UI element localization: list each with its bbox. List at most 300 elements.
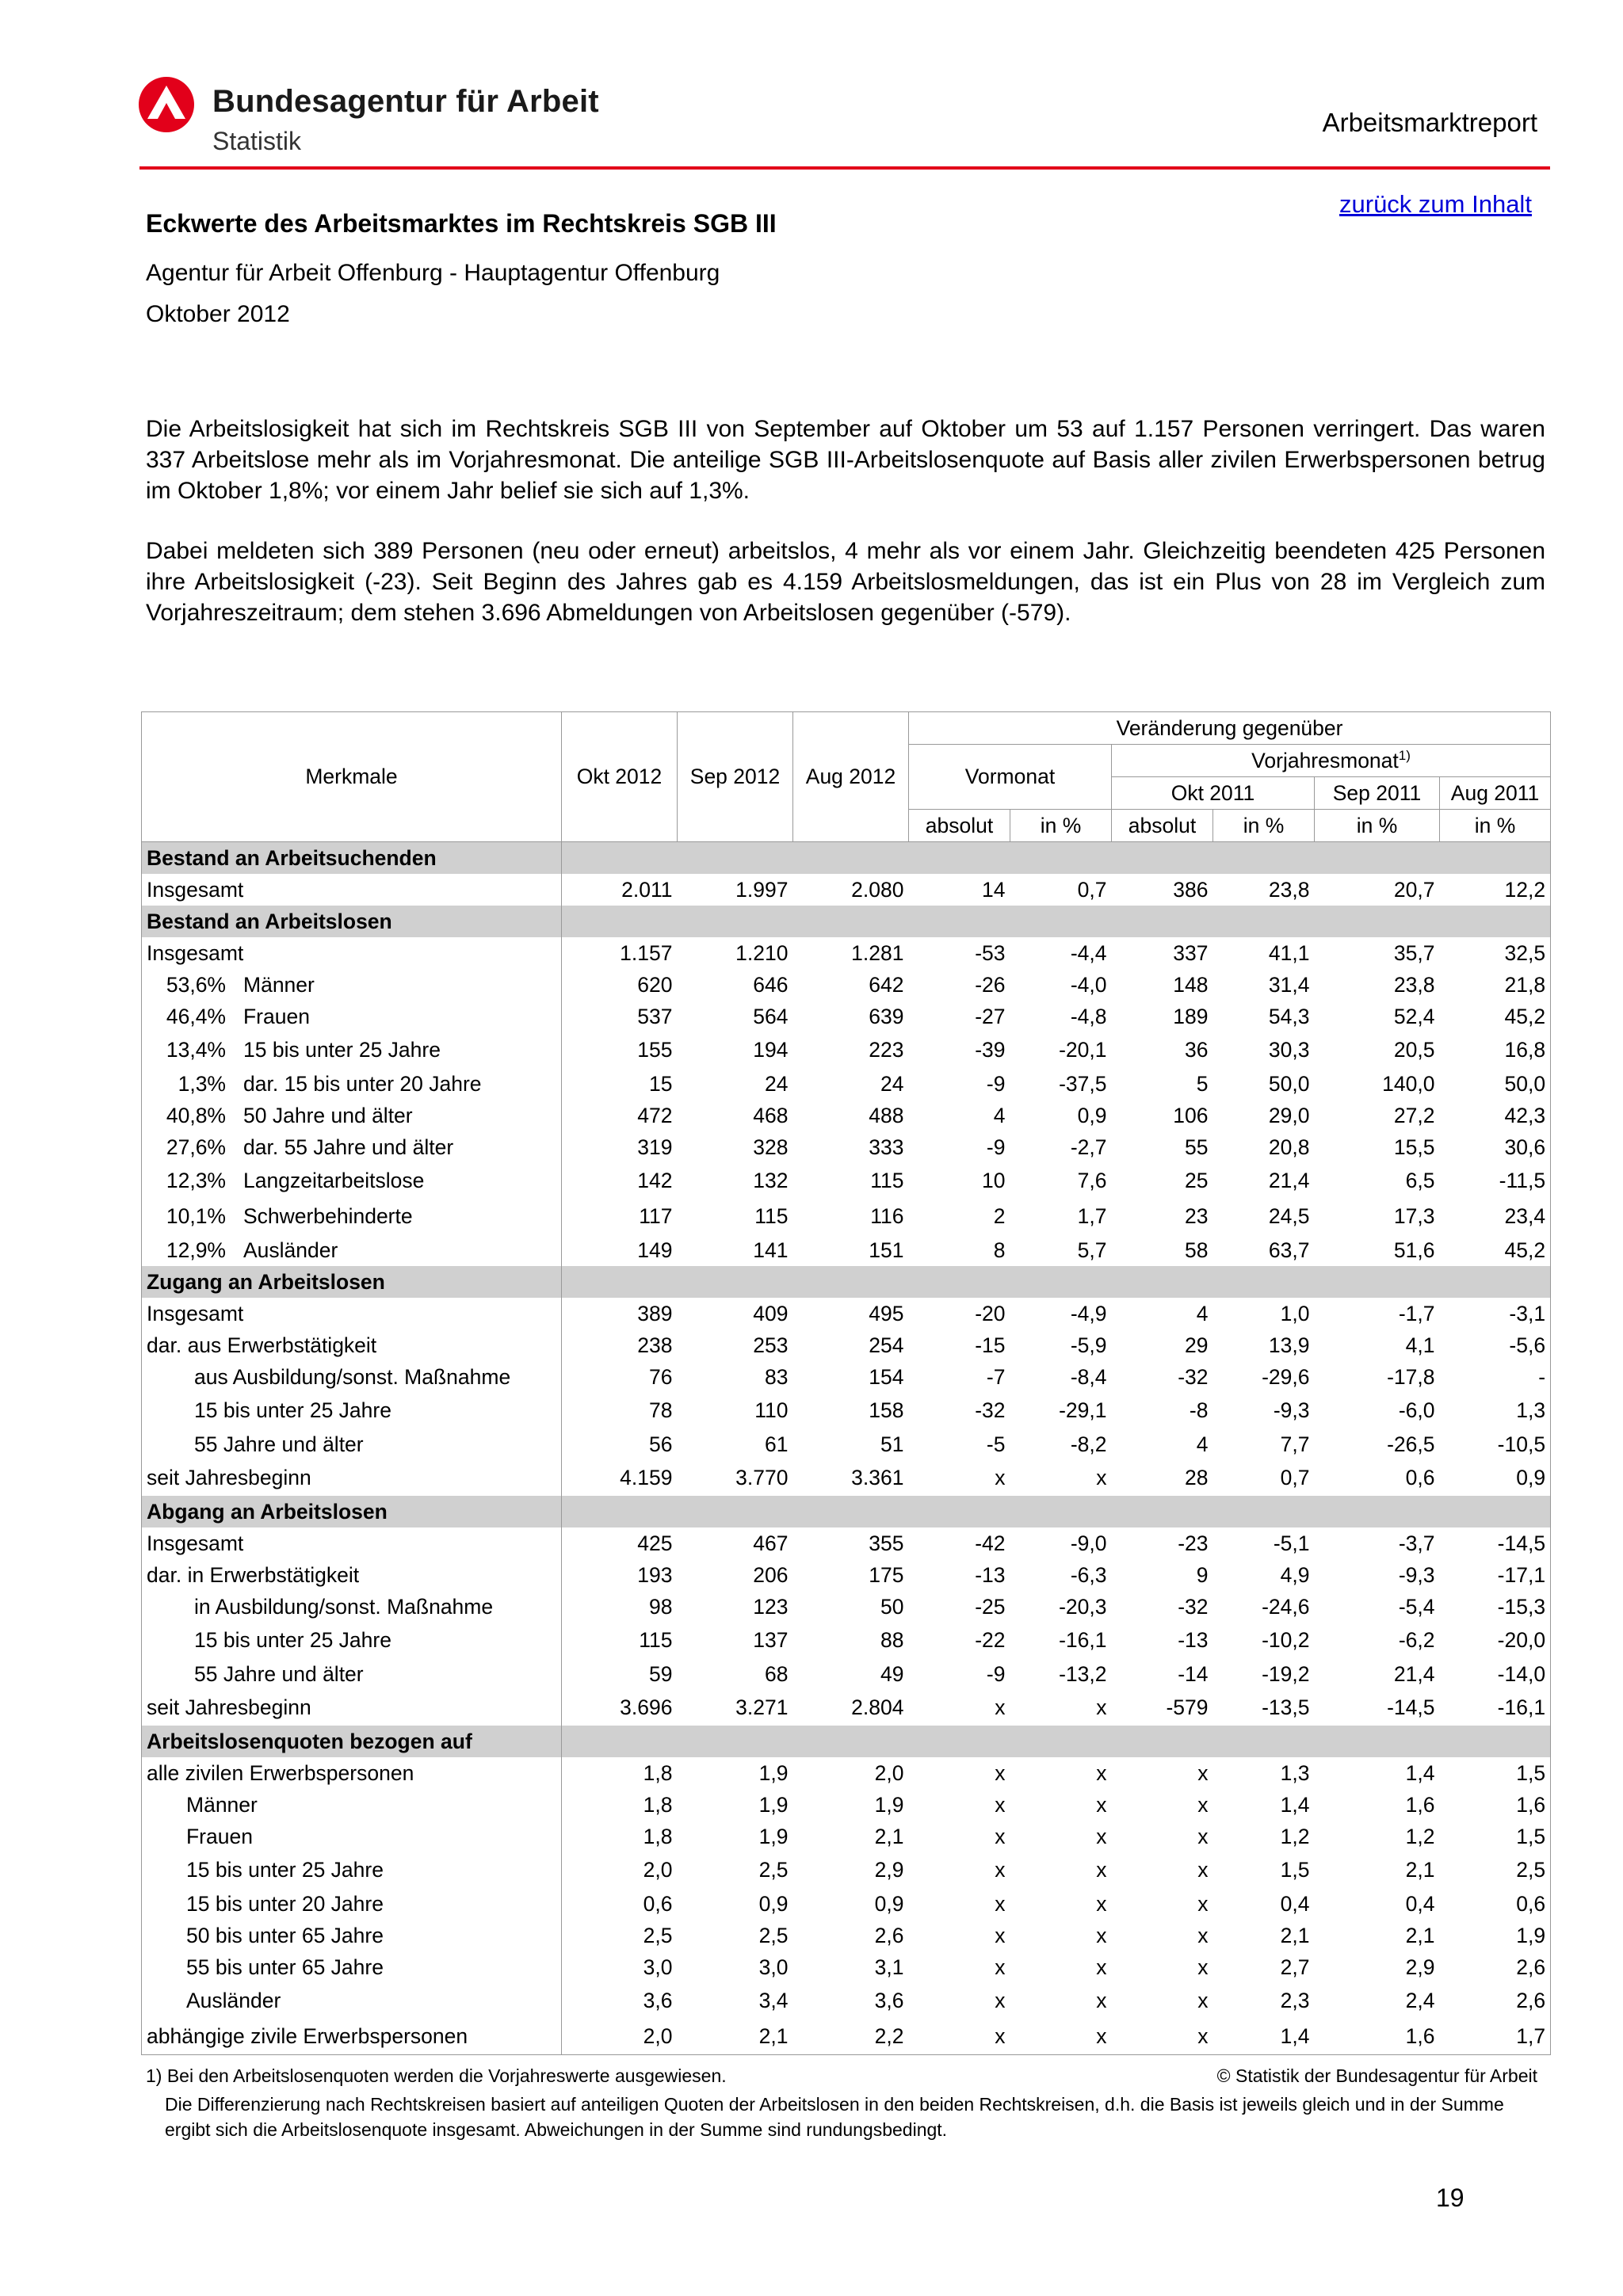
table-cell: 0,4 bbox=[1405, 1891, 1435, 1916]
table-cell: 140,0 bbox=[1382, 1071, 1435, 1096]
table-cell: 23,8 bbox=[1268, 877, 1310, 902]
table-cell: 194 bbox=[753, 1038, 789, 1062]
table-cell: 389 bbox=[637, 1301, 673, 1325]
table-cell: -10,2 bbox=[1262, 1628, 1310, 1652]
row-label bbox=[142, 1329, 562, 1361]
table-row bbox=[142, 874, 1551, 906]
table-cell: 2,7 bbox=[1280, 1955, 1310, 1979]
table-cell: 78 bbox=[649, 1398, 673, 1422]
table-row bbox=[142, 1329, 1551, 1361]
col-aug-2012: Aug 2012 bbox=[793, 712, 909, 842]
table-cell: 106 bbox=[1173, 1103, 1209, 1127]
table-cell: 1,7 bbox=[1077, 1204, 1107, 1228]
table-cell: -5,6 bbox=[1440, 1329, 1551, 1361]
row-label-text: seit Jahresbeginn bbox=[147, 1466, 311, 1489]
table-cell: x bbox=[1096, 1760, 1107, 1785]
row-label bbox=[142, 1001, 562, 1032]
table-cell: 386 bbox=[1173, 877, 1209, 902]
table-cell: 3,1 bbox=[874, 1955, 904, 1979]
table-cell: -24,6 bbox=[1262, 1594, 1310, 1619]
table-cell: 132 bbox=[753, 1169, 789, 1192]
col-vm-pct: in % bbox=[1010, 810, 1112, 842]
table-cell: 1,9 bbox=[1440, 1920, 1551, 1951]
table-cell: -29,6 bbox=[1262, 1364, 1310, 1389]
table-row bbox=[142, 1163, 1551, 1199]
table-cell: -16,1 bbox=[1059, 1628, 1107, 1652]
row-label bbox=[142, 1658, 562, 1690]
table-cell: 21,8 bbox=[1440, 969, 1551, 1001]
table-row bbox=[142, 1951, 1551, 1983]
row-label bbox=[142, 1393, 562, 1428]
table-cell: 3,6 bbox=[874, 1989, 904, 2012]
table-cell: 2.080 bbox=[851, 877, 904, 902]
row-share: 1,3% bbox=[178, 1071, 226, 1096]
table-cell: 5 bbox=[1196, 1071, 1209, 1096]
table-cell: -32 bbox=[1178, 1594, 1209, 1619]
table-cell: 51,6 bbox=[1393, 1238, 1435, 1262]
table-cell: 3.696 bbox=[620, 1695, 673, 1719]
table-cell: 28 bbox=[1185, 1466, 1209, 1489]
table-cell: 61 bbox=[765, 1432, 789, 1456]
section-label: Arbeitslosenquoten bezogen auf bbox=[142, 1726, 562, 1757]
table-cell: 1,2 bbox=[1280, 1824, 1310, 1848]
table-cell: 98 bbox=[649, 1594, 673, 1619]
row-share: 53,6% bbox=[166, 972, 226, 997]
table-row bbox=[142, 1428, 1551, 1460]
table-cell: 52,4 bbox=[1393, 1004, 1435, 1028]
row-label-text: 15 bis unter 25 Jahre bbox=[194, 1628, 391, 1652]
row-label-text: Schwerbehinderte bbox=[243, 1204, 413, 1228]
table-cell: 12,2 bbox=[1440, 874, 1551, 906]
row-label-text: in Ausbildung/sonst. Maßnahme bbox=[194, 1594, 494, 1619]
section-fill bbox=[562, 1726, 1551, 1757]
row-label-text: 55 bis unter 65 Jahre bbox=[186, 1955, 384, 1979]
table-row bbox=[142, 937, 1551, 969]
table-cell: 537 bbox=[637, 1004, 673, 1028]
table-cell: 23,8 bbox=[1393, 972, 1435, 997]
table-cell: 2.011 bbox=[621, 877, 673, 902]
table-cell: -8 bbox=[1189, 1398, 1209, 1422]
table-cell: -4,8 bbox=[1070, 1004, 1107, 1028]
table-cell: -14,5 bbox=[1387, 1695, 1435, 1719]
table-cell: 0,9 bbox=[1077, 1103, 1107, 1127]
table-cell: 35,7 bbox=[1393, 940, 1435, 965]
row-share: 46,4% bbox=[166, 1004, 226, 1028]
table-cell: 2,1 bbox=[1405, 1923, 1435, 1947]
table-cell: -22 bbox=[975, 1628, 1006, 1652]
org-name: Bundesagentur für Arbeit bbox=[212, 84, 599, 119]
section-label: Abgang an Arbeitslosen bbox=[142, 1496, 562, 1527]
table-cell: 3.271 bbox=[735, 1695, 789, 1719]
table-row bbox=[142, 1658, 1551, 1690]
row-label bbox=[142, 1361, 562, 1393]
table-cell: -13,5 bbox=[1262, 1695, 1310, 1719]
row-label bbox=[142, 1460, 562, 1496]
table-cell: 2,2 bbox=[793, 2019, 909, 2055]
report-name: Arbeitsmarktreport bbox=[1322, 108, 1537, 137]
table-cell: 2,0 bbox=[643, 1858, 673, 1882]
table-row bbox=[142, 1690, 1551, 1726]
row-label bbox=[142, 1789, 562, 1821]
table-cell: 141 bbox=[753, 1238, 789, 1262]
table-cell: 6,5 bbox=[1405, 1169, 1435, 1192]
table-cell: 151 bbox=[869, 1238, 904, 1262]
table-cell: x bbox=[1096, 1923, 1107, 1947]
table-cell: -42 bbox=[975, 1531, 1006, 1555]
table-cell: 88 bbox=[880, 1628, 904, 1652]
row-label-text: Insgesamt bbox=[147, 1301, 244, 1325]
row-label bbox=[142, 1068, 562, 1100]
table-cell: 149 bbox=[637, 1238, 673, 1262]
table-row bbox=[142, 1460, 1551, 1496]
table-cell: 30,6 bbox=[1440, 1131, 1551, 1163]
table-cell: 0,4 bbox=[1280, 1891, 1310, 1916]
table-cell: 2,9 bbox=[1405, 1955, 1435, 1979]
table-cell: 3,0 bbox=[643, 1955, 673, 1979]
table-cell: x bbox=[995, 1824, 1006, 1848]
table-cell: 4.159 bbox=[620, 1466, 673, 1489]
table-cell: -15,3 bbox=[1440, 1591, 1551, 1623]
section-label: Zugang an Arbeitslosen bbox=[142, 1266, 562, 1298]
row-label-text: Ausländer bbox=[243, 1238, 338, 1262]
table-cell: 158 bbox=[869, 1398, 904, 1422]
table-row bbox=[142, 1068, 1551, 1100]
table-cell: 41,1 bbox=[1268, 940, 1310, 965]
table-cell: 1,0 bbox=[1280, 1301, 1310, 1325]
table-cell: -8,4 bbox=[1070, 1364, 1107, 1389]
row-label bbox=[142, 1821, 562, 1852]
table-cell: 253 bbox=[753, 1333, 789, 1357]
page-number: 19 bbox=[1436, 2183, 1465, 2212]
table-cell: 49 bbox=[880, 1661, 904, 1686]
row-label-text: 15 bis unter 20 Jahre bbox=[186, 1891, 384, 1916]
table-cell: 58 bbox=[1185, 1238, 1209, 1262]
row-label bbox=[142, 1298, 562, 1329]
table-cell: 467 bbox=[753, 1531, 789, 1555]
table-cell: 0,9 bbox=[1440, 1460, 1551, 1496]
table-cell: -20,1 bbox=[1059, 1038, 1107, 1062]
table-cell: x bbox=[995, 1989, 1006, 2012]
table-cell: -579 bbox=[1166, 1695, 1209, 1719]
table-cell: 20,7 bbox=[1393, 877, 1435, 902]
table-cell: -15 bbox=[975, 1333, 1006, 1357]
row-label bbox=[142, 1852, 562, 1888]
table-cell: 29,0 bbox=[1268, 1103, 1310, 1127]
table-cell: 2,6 bbox=[874, 1923, 904, 1947]
table-cell: -7 bbox=[986, 1364, 1006, 1389]
table-cell: 1,6 bbox=[1440, 1789, 1551, 1821]
row-label bbox=[142, 1690, 562, 1726]
table-cell: 10 bbox=[982, 1169, 1006, 1192]
section-header-row bbox=[142, 1726, 1551, 1757]
table-cell: -20 bbox=[975, 1301, 1006, 1325]
footnote-marker: 1) bbox=[1398, 748, 1411, 764]
table-cell: 115 bbox=[870, 1169, 904, 1192]
table-cell: 142 bbox=[637, 1169, 673, 1192]
table-cell: -3,1 bbox=[1440, 1298, 1551, 1329]
table-cell: 1,9 bbox=[758, 1760, 789, 1785]
table-cell: 1,2 bbox=[1405, 1824, 1435, 1848]
table-cell: x bbox=[1197, 1760, 1209, 1785]
col-group-vormonat: Vormonat bbox=[909, 745, 1112, 810]
table-cell: -9 bbox=[986, 1071, 1006, 1096]
table-cell: x bbox=[995, 1466, 1006, 1489]
row-label-text: Insgesamt bbox=[147, 940, 244, 965]
table-cell: -9 bbox=[986, 1661, 1006, 1686]
row-label-text: dar. 55 Jahre und älter bbox=[243, 1135, 454, 1159]
row-share: 40,8% bbox=[166, 1103, 226, 1127]
table-cell: -17,8 bbox=[1387, 1364, 1435, 1389]
row-label-text: 55 Jahre und älter bbox=[194, 1661, 364, 1686]
table-cell: 206 bbox=[753, 1562, 789, 1587]
col-okt-2012: Okt 2012 bbox=[562, 712, 678, 842]
table-cell: x bbox=[1096, 1989, 1107, 2012]
section-fill bbox=[562, 1266, 1551, 1298]
table-cell: 2,1 bbox=[1280, 1923, 1310, 1947]
table-cell: 115 bbox=[639, 1628, 673, 1652]
ba-logo-icon bbox=[138, 76, 195, 133]
table-cell: -13,2 bbox=[1059, 1661, 1107, 1686]
table-cell: -10,5 bbox=[1440, 1428, 1551, 1460]
table-cell: -19,2 bbox=[1262, 1661, 1310, 1686]
table-cell: -53 bbox=[975, 940, 1006, 965]
table-cell: 1,8 bbox=[643, 1792, 673, 1817]
row-label bbox=[142, 1888, 562, 1920]
table-row bbox=[142, 1757, 1551, 1789]
table-cell: -39 bbox=[975, 1038, 1006, 1062]
row-label bbox=[142, 1757, 562, 1789]
table-cell: -17,1 bbox=[1440, 1559, 1551, 1591]
col-okt-2011: Okt 2011 bbox=[1112, 777, 1315, 810]
table-cell: 1,4 bbox=[1280, 1792, 1310, 1817]
table-cell: 7,6 bbox=[1077, 1169, 1107, 1192]
table-cell: 2 bbox=[993, 1204, 1006, 1228]
table-row bbox=[142, 1100, 1551, 1131]
table-cell: 1.210 bbox=[735, 940, 789, 965]
table-body bbox=[142, 842, 1551, 2055]
table-cell: x bbox=[995, 1858, 1006, 1882]
table-cell: x bbox=[995, 1955, 1006, 1979]
table-cell: 14 bbox=[982, 877, 1006, 902]
table-cell: 36 bbox=[1185, 1038, 1209, 1062]
table-cell: -9,3 bbox=[1398, 1562, 1435, 1587]
table-cell: 337 bbox=[1173, 940, 1209, 965]
table-cell: 1,9 bbox=[874, 1792, 904, 1817]
col-vm-absolut: absolut bbox=[909, 810, 1010, 842]
row-label bbox=[142, 1163, 562, 1199]
table-cell: 56 bbox=[649, 1432, 673, 1456]
table-cell: 2,5 bbox=[758, 1858, 789, 1882]
back-to-contents-link[interactable]: zurück zum Inhalt bbox=[1339, 190, 1532, 218]
table-cell: 488 bbox=[869, 1103, 904, 1127]
table-cell: 2,5 bbox=[1440, 1852, 1551, 1888]
table-cell: 2,3 bbox=[1280, 1989, 1310, 2012]
table-cell: 155 bbox=[637, 1038, 673, 1062]
table-cell: 175 bbox=[869, 1562, 904, 1587]
section-fill bbox=[562, 1496, 1551, 1527]
table-cell: 2,1 bbox=[678, 2019, 793, 2055]
table-cell: -20,0 bbox=[1440, 1623, 1551, 1658]
table-cell: 117 bbox=[639, 1204, 673, 1228]
row-share: 12,9% bbox=[166, 1238, 226, 1262]
row-label-text: abhängige zivile Erwerbspersonen bbox=[147, 2024, 468, 2048]
table-cell: 0,6 bbox=[643, 1891, 673, 1916]
table-cell: 2,0 bbox=[874, 1760, 904, 1785]
row-label bbox=[142, 1559, 562, 1591]
table-cell: 45,2 bbox=[1440, 1001, 1551, 1032]
summary-paragraph-2: Dabei meldeten sich 389 Personen (neu oder erneut) arbeitslos, 4 mehr als vor einem Jahr. Gleichzeitig beendeten 425 Personen ihre Arbeitslosigkeit (-23). Seit Beginn des Jahres gab es 4.159 Arbeitslosmeldungen, das ist ein Plus von 28 im Vergleich zum Vorjahreszeitraum; dem stehen 3.696 Abmeldungen von Arbeitslosen gegenüber (-579). bbox=[146, 538, 1545, 626]
table-cell: x bbox=[1197, 1989, 1209, 2012]
section-header-row bbox=[142, 1266, 1551, 1298]
section-label: Bestand an Arbeitsuchenden bbox=[142, 842, 562, 875]
table-cell: 4,1 bbox=[1405, 1333, 1435, 1357]
table-cell: -26 bbox=[975, 972, 1006, 997]
col-sep-2011: Sep 2011 bbox=[1315, 777, 1440, 810]
table-cell: 15,5 bbox=[1393, 1135, 1435, 1159]
row-label-text: Frauen bbox=[243, 1004, 310, 1028]
table-row bbox=[142, 1983, 1551, 2019]
table-cell: 21,4 bbox=[1268, 1169, 1310, 1192]
table-cell: 495 bbox=[869, 1301, 904, 1325]
table-cell: x bbox=[1197, 1858, 1209, 1882]
table-cell: 5,7 bbox=[1077, 1238, 1107, 1262]
table-cell: 468 bbox=[753, 1103, 789, 1127]
table-row bbox=[142, 1821, 1551, 1852]
table-cell: x bbox=[1010, 2019, 1112, 2055]
row-label-text: dar. in Erwerbstätigkeit bbox=[147, 1562, 360, 1587]
table-cell: 1,9 bbox=[758, 1824, 789, 1848]
table-cell: 3,4 bbox=[758, 1989, 789, 2012]
table-cell: 27,2 bbox=[1393, 1103, 1435, 1127]
table-cell: 16,8 bbox=[1440, 1032, 1551, 1068]
row-label bbox=[142, 1591, 562, 1623]
table-cell: 4 bbox=[1196, 1301, 1209, 1325]
table-cell: -13 bbox=[975, 1562, 1006, 1587]
table-cell: x bbox=[1197, 1792, 1209, 1817]
table-cell: 2,6 bbox=[1440, 1951, 1551, 1983]
row-label-text: Ausländer bbox=[186, 1989, 281, 2012]
row-label-text: dar. aus Erwerbstätigkeit bbox=[147, 1333, 377, 1357]
row-label bbox=[142, 874, 562, 906]
row-label-text: 15 bis unter 25 Jahre bbox=[243, 1038, 441, 1062]
row-label bbox=[142, 1234, 562, 1266]
table-cell: -27 bbox=[975, 1004, 1006, 1028]
table-cell: -23 bbox=[1178, 1531, 1209, 1555]
table-cell: 3,0 bbox=[758, 1955, 789, 1979]
table-cell: 76 bbox=[649, 1364, 673, 1389]
table-cell: 620 bbox=[637, 972, 673, 997]
row-label-text: Frauen bbox=[186, 1824, 253, 1848]
col-group-vorjahresmonat bbox=[1112, 745, 1551, 777]
table-cell: -25 bbox=[975, 1594, 1006, 1619]
table-cell: 1.997 bbox=[735, 877, 789, 902]
table-cell: 45,2 bbox=[1440, 1234, 1551, 1266]
table-cell: 0,7 bbox=[1077, 877, 1107, 902]
row-label-text: Männer bbox=[186, 1792, 258, 1817]
table-cell: 2,0 bbox=[562, 2019, 678, 2055]
header-divider bbox=[139, 166, 1550, 170]
table-cell: 2,1 bbox=[874, 1824, 904, 1848]
table-cell: 123 bbox=[753, 1594, 789, 1619]
vorjahresmonat-label: Vorjahresmonat bbox=[1251, 748, 1399, 772]
table-cell: -6,0 bbox=[1398, 1398, 1435, 1422]
summary-paragraph-1: Die Arbeitslosigkeit hat sich im Rechtskreis SGB III von September auf Oktober um 53 auf 1.157 Personen verringert. Das waren 337 Arbeitslose mehr als im Vorjahresmonat. Die anteilige SGB III-Arbeitslosenquote auf Basis aller zivilen Erwerbspersonen betrug im Oktober 1,8%; vor einem Jahr belief sie sich auf 1,3%. bbox=[146, 416, 1545, 504]
table-row bbox=[142, 1032, 1551, 1068]
col-group-veraenderung: Veränderung gegenüber bbox=[909, 712, 1551, 745]
table-cell: -5,1 bbox=[1273, 1531, 1310, 1555]
table-cell: x bbox=[995, 1923, 1006, 1947]
row-label bbox=[142, 1527, 562, 1559]
table-cell: -32 bbox=[1178, 1364, 1209, 1389]
table-cell: 1,6 bbox=[1405, 1792, 1435, 1817]
table-cell: 110 bbox=[754, 1398, 789, 1422]
row-label bbox=[142, 1032, 562, 1068]
table-cell: -20,3 bbox=[1059, 1594, 1107, 1619]
table-cell: -9 bbox=[986, 1135, 1006, 1159]
table-cell: x bbox=[1096, 1695, 1107, 1719]
table-cell: -5,4 bbox=[1398, 1594, 1435, 1619]
table-cell: -6,3 bbox=[1070, 1562, 1107, 1587]
table-cell: x bbox=[1197, 1824, 1209, 1848]
table-cell: 1,9 bbox=[758, 1792, 789, 1817]
table-cell: x bbox=[1096, 1792, 1107, 1817]
row-label-text: 15 bis unter 25 Jahre bbox=[194, 1398, 391, 1422]
table-row bbox=[142, 1234, 1551, 1266]
table-cell: x bbox=[995, 1792, 1006, 1817]
row-label-text: 15 bis unter 25 Jahre bbox=[186, 1858, 384, 1882]
table-cell: -32 bbox=[975, 1398, 1006, 1422]
table-cell: -4,9 bbox=[1070, 1301, 1107, 1325]
table-cell: x bbox=[1096, 1955, 1107, 1979]
table-cell: x bbox=[1197, 1891, 1209, 1916]
table-cell: 1,7 bbox=[1440, 2019, 1551, 2055]
table-cell: 23 bbox=[1185, 1204, 1209, 1228]
table-cell: x bbox=[995, 1891, 1006, 1916]
table-cell: 63,7 bbox=[1268, 1238, 1310, 1262]
table-cell: 115 bbox=[754, 1204, 789, 1228]
table-cell: 1,8 bbox=[643, 1760, 673, 1785]
table-row bbox=[142, 2019, 1551, 2055]
table-row bbox=[142, 1199, 1551, 1234]
table-cell: -14 bbox=[1178, 1661, 1209, 1686]
table-cell: 333 bbox=[869, 1135, 904, 1159]
table-cell: 137 bbox=[753, 1628, 789, 1652]
table-cell: x bbox=[1096, 1858, 1107, 1882]
table-cell: 116 bbox=[870, 1204, 904, 1228]
row-label-text: 55 Jahre und älter bbox=[194, 1432, 364, 1456]
section-label: Bestand an Arbeitslosen bbox=[142, 906, 562, 937]
col-merkmale: Merkmale bbox=[142, 712, 562, 842]
table-cell: 30,3 bbox=[1268, 1038, 1310, 1062]
table-row bbox=[142, 1361, 1551, 1393]
table-cell: x bbox=[1197, 1955, 1209, 1979]
table-row bbox=[142, 1888, 1551, 1920]
table-cell: 83 bbox=[765, 1364, 789, 1389]
table-row bbox=[142, 1001, 1551, 1032]
table-cell: 639 bbox=[869, 1004, 904, 1028]
table-cell: 50 bbox=[880, 1594, 904, 1619]
table-cell: -6,2 bbox=[1398, 1628, 1435, 1652]
row-label-text: Insgesamt bbox=[147, 877, 244, 902]
table-cell: 4 bbox=[1196, 1432, 1209, 1456]
table-cell: 154 bbox=[869, 1364, 904, 1389]
row-label bbox=[142, 1951, 562, 1983]
table-cell: -14,5 bbox=[1440, 1527, 1551, 1559]
table-cell: 1,5 bbox=[1440, 1821, 1551, 1852]
table-cell: x bbox=[995, 1760, 1006, 1785]
row-label-text: seit Jahresbeginn bbox=[147, 1695, 311, 1719]
row-label-text: Männer bbox=[243, 972, 315, 997]
